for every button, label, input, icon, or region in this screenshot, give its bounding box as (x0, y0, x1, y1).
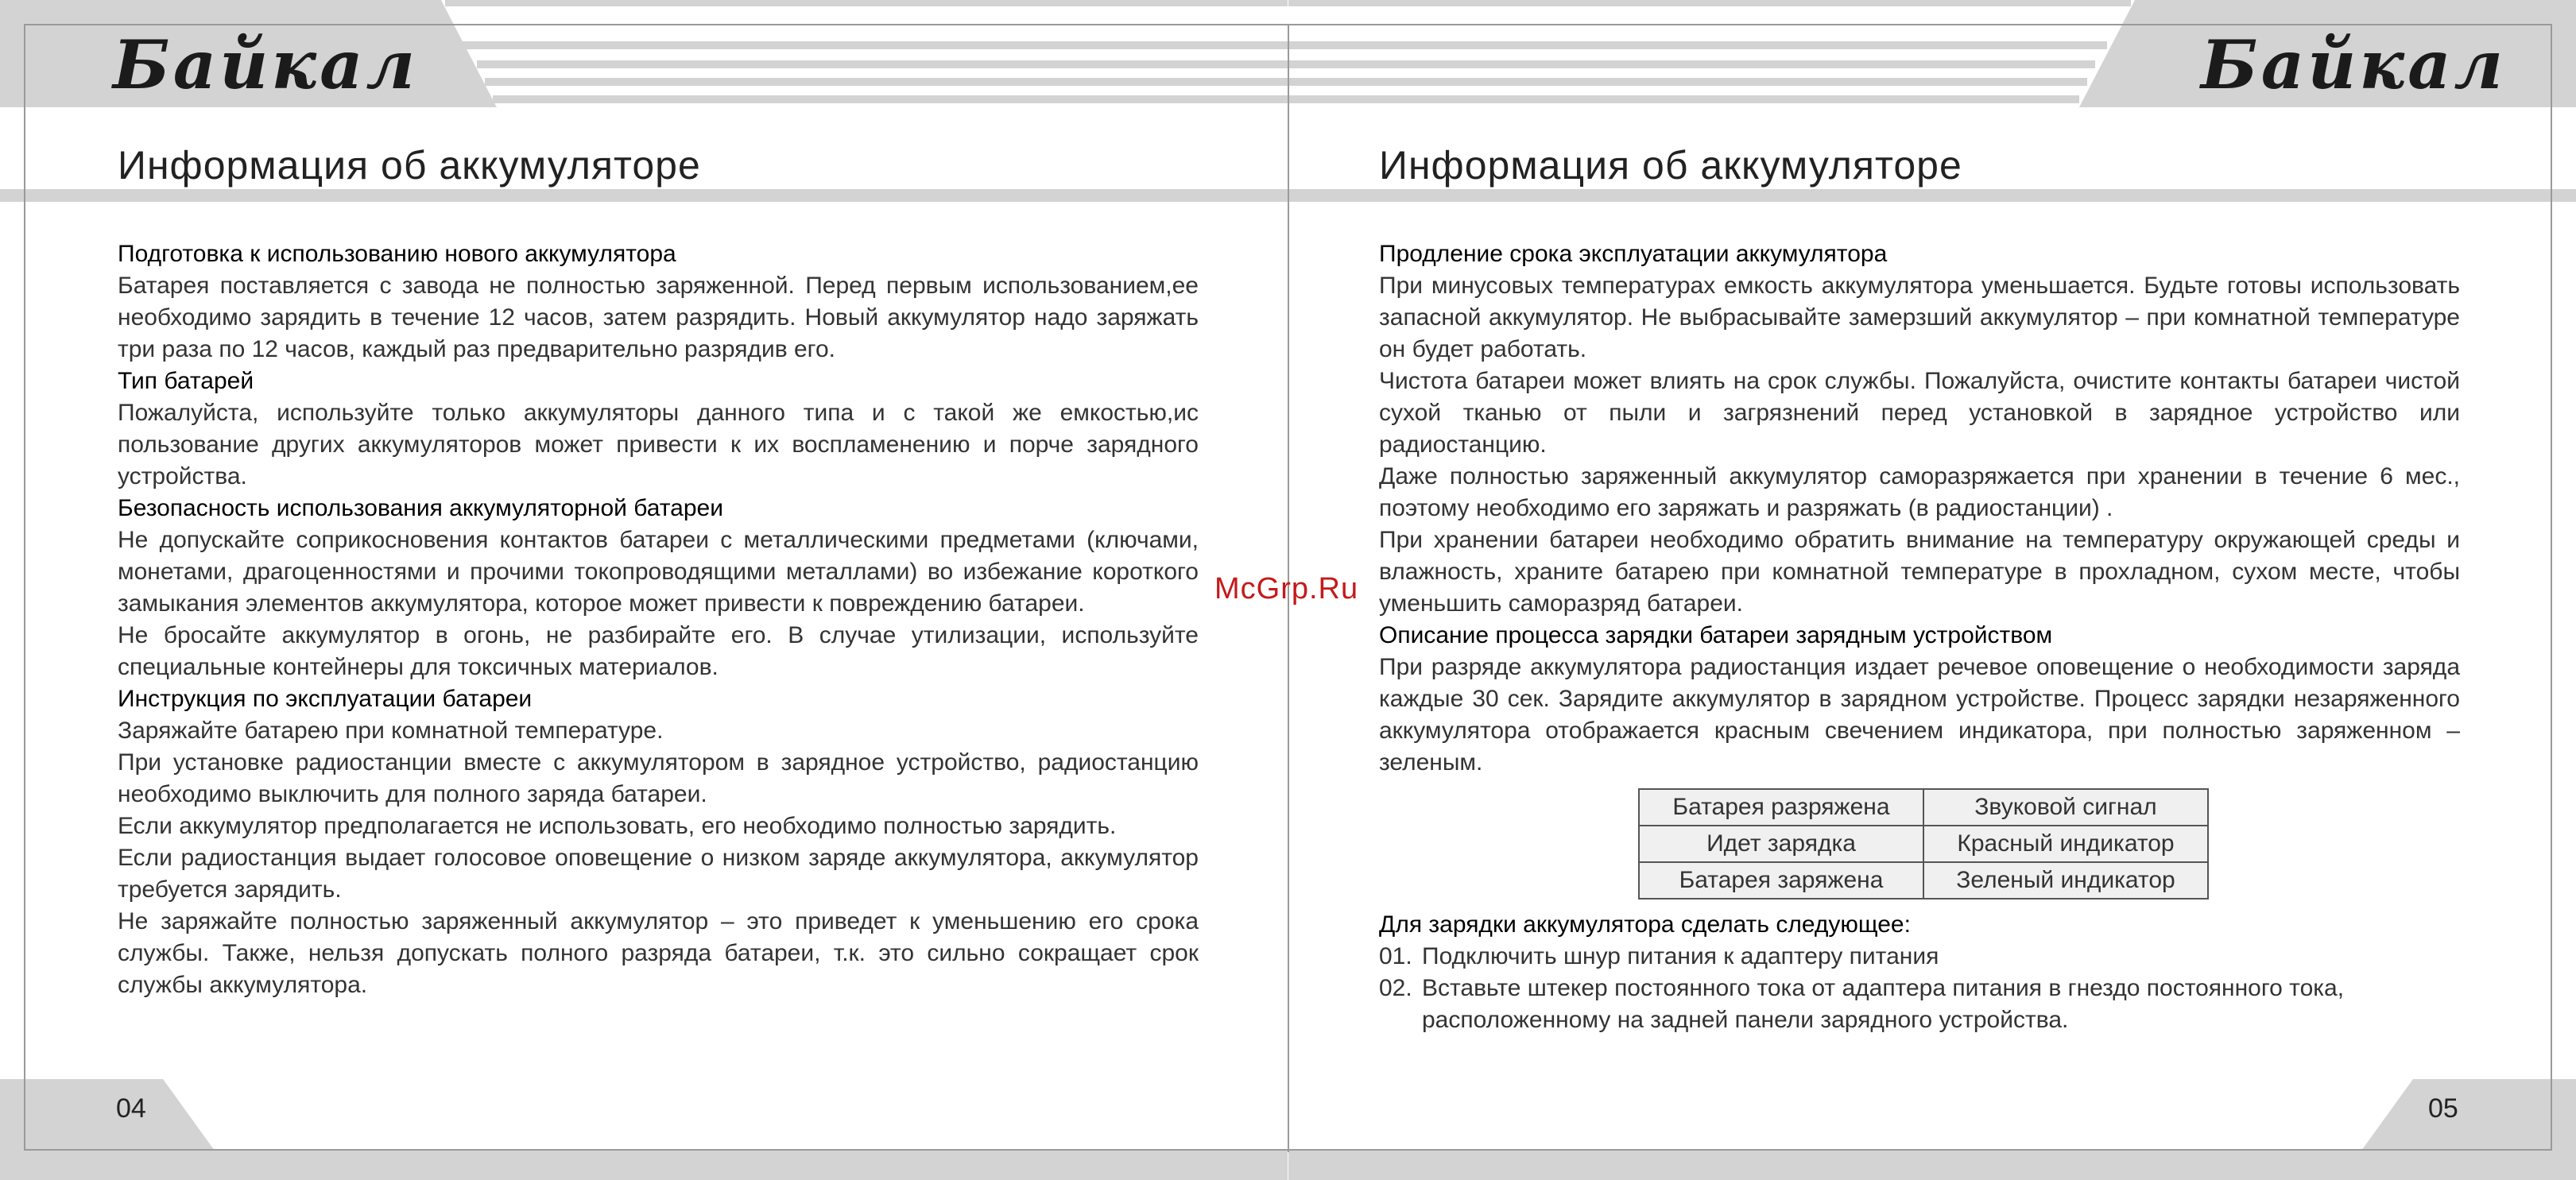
paragraph: Если радиостанция выдает голосовое оповещение о низком заряде аккумулятора, аккумулятор требуется зарядить. (118, 845, 1199, 903)
paragraph: Пожалуйста, используйте только аккумуляторы данного типа и с такой же емкостью,ис пользование других аккумуляторов может привести к их воспламенению и порче зарядного устройства. (118, 400, 1199, 489)
paragraph: При разряде аккумулятора радиостанция издает речевое оповещение о необходимости заряда каждые 30 сек. Зарядите аккумулятор в зарядном устройстве. Процесс зарядки незаряженного аккумулятора отображается красным свечением индикатора, при полностью заряженном – зеленым. (1379, 654, 2460, 776)
paragraph: Чистота батареи может влиять на срок службы. Пожалуйста, очистите контакты батареи чистой сухой тканью от пыли и загрязнений перед установкой в зарядное устройство или радиостанцию. (1379, 368, 2460, 458)
step-number: 02. (1379, 975, 1412, 1001)
section-heading: Безопасность использования аккумуляторной батареи (118, 495, 723, 521)
paragraph: Не допускайте соприкосновения контактов батареи с металлическими предметами (ключами, монетами, драгоценностями и прочими токопроводящими металлами) во избежание короткого замыкания элементов аккумулятора, которое может привести к повреждению батареи. (118, 527, 1199, 617)
table-row (1639, 862, 2208, 899)
section-heading: Инструкция по эксплуатации батареи (118, 686, 533, 712)
paragraph: Если аккумулятор предполагается не использовать, его необходимо полностью зарядить. (118, 813, 1117, 839)
paragraph: Заряжайте батарею при комнатной температуре. (118, 718, 664, 744)
section-extend-life (1379, 238, 2460, 620)
table-row (1639, 789, 2208, 826)
right-content (1379, 238, 2460, 1036)
brand-logo: Байкал (113, 25, 419, 104)
table-cell: Красный индикатор (1923, 826, 2208, 862)
page-number: 04 (116, 1093, 146, 1124)
steps-list (1379, 941, 2460, 1036)
table-cell: Идет зарядка (1639, 826, 1923, 862)
paragraph: Даже полностью заряженный аккумулятор саморазряжается при хранении в течение 6 мес., поэтому необходимо его заряжать и разряжать (в радиостанции) . (1379, 463, 2460, 521)
section-battery-type (118, 366, 1199, 493)
charge-status-table (1638, 788, 2209, 900)
right-page (1288, 0, 2576, 1180)
list-item (1379, 941, 2460, 973)
watermark: McGrp.Ru (1214, 572, 1359, 605)
paragraph: При установке радиостанции вместе с аккумулятором в зарядное устройство, радиостанцию необходимо выключить для полного заряда батареи. (118, 749, 1199, 807)
paragraph: Не заряжайте полностью заряженный аккумулятор – это приведет к уменьшению его срока службы. Также, нельзя допускать полного разряда батареи, т.к. это сильно сокращает срок службы аккумулятора. (118, 908, 1199, 998)
table-row (1639, 826, 2208, 862)
section-safety (118, 493, 1199, 683)
list-item (1379, 973, 2460, 1036)
brand-logo: Байкал (2201, 25, 2507, 104)
section-instructions (118, 683, 1199, 1001)
paragraph: При хранении батареи необходимо обратить внимание на температуру окружающей среды и влажность, храните батарею при комнатной температуре в прохладном, сухом месте, чтобы уменьшить саморазряд батареи. (1379, 527, 2460, 617)
paragraph: При минусовых температурах емкость аккумулятора уменьшается. Будьте готовы использовать запасной аккумулятор. Не выбрасывайте замерзший аккумулятор – при комнатной температуре он будет работать. (1379, 273, 2460, 362)
section-heading: Подготовка к использованию нового аккумулятора (118, 241, 676, 267)
section-heading: Продление срока эксплуатации аккумулятора (1379, 241, 1888, 267)
table-cell: Батарея разряжена (1639, 789, 1923, 826)
step-number: 01. (1379, 943, 1412, 969)
section-heading: Тип батарей (118, 368, 254, 394)
step-text: Подключить шнур питания к адаптеру питания (1422, 943, 1939, 969)
table-cell: Зеленый индикатор (1923, 862, 2208, 899)
paragraph: Батарея поставляется с завода не полностью заряженной. Перед первым использованием,ее необходимо зарядить в течение 12 часов, затем разрядить. Новый аккумулятор надо заряжать три раза по 12 часов, каждый раз предварительно разрядив его. (118, 273, 1199, 362)
section-heading: Описание процесса зарядки батареи зарядным устройством (1379, 622, 2053, 648)
paragraph: Не бросайте аккумулятор в огонь, не разбирайте его. В случае утилизации, используйте специальные контейнеры для токсичных материалов. (118, 622, 1199, 680)
page-title: Информация об аккумуляторе (118, 143, 701, 188)
page-title: Информация об аккумуляторе (1379, 143, 1962, 188)
steps-heading: Для зарядки аккумулятора сделать следующее: (1379, 911, 1911, 938)
table-cell: Батарея заряжена (1639, 862, 1923, 899)
section-new-battery (118, 238, 1199, 366)
page-number: 05 (2428, 1093, 2458, 1124)
step-text: Вставьте штекер постоянного тока от адаптера питания в гнездо постоянного тока, расположенному на задней панели зарядного устройства. (1422, 975, 2345, 1033)
left-content (118, 238, 1199, 1001)
section-charging-process (1379, 620, 2460, 779)
table-cell: Звуковой сигнал (1923, 789, 2208, 826)
